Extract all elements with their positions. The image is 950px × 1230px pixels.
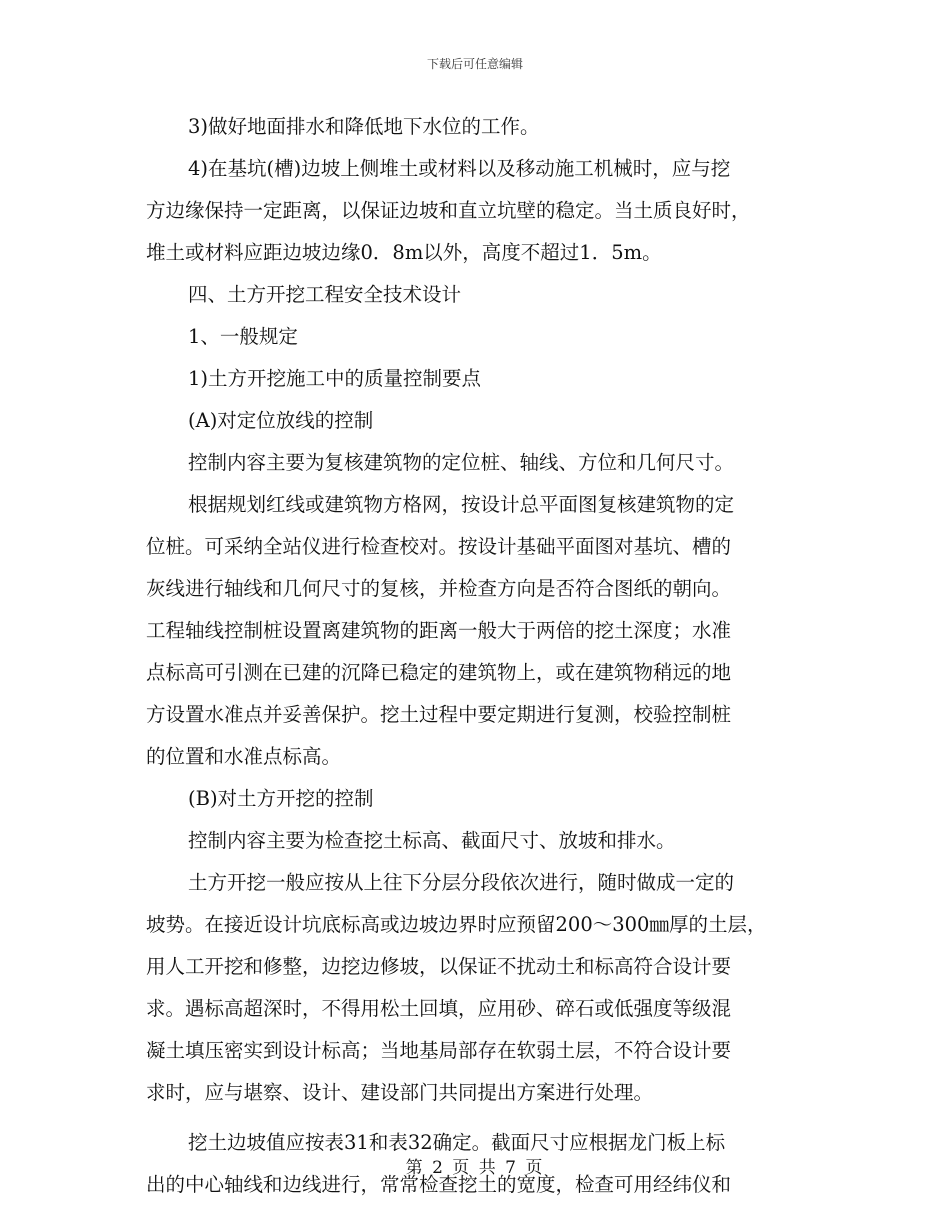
paragraph-line: 用人工开挖和修整，边挖边修坡，以保证不扰动土和标高符合设计要	[146, 955, 732, 978]
section-heading: 四、土方开挖工程安全技术设计	[188, 283, 462, 306]
paragraph-line: 的位置和水准点标高。	[146, 745, 342, 768]
page-header: 下载后可任意编辑	[426, 57, 523, 71]
paragraph-line: 土方开挖一般应按从上往下分层分段依次进行，随时做成一定的	[188, 871, 735, 894]
paragraph-line: 4)在基坑(槽)边坡上侧堆土或材料以及移动施工机械时，应与挖	[188, 157, 731, 180]
item-heading: (A)对定位放线的控制	[188, 409, 374, 432]
paragraph-line: 控制内容主要为复核建筑物的定位桩、轴线、方位和几何尺寸。	[188, 451, 735, 474]
paragraph-line: 求时，应与堪察、设计、建设部门共同提出方案进行处理。	[146, 1081, 654, 1104]
paragraph-line: 灰线进行轴线和几何尺寸的复核，并检查方向是否符合图纸的朝向。	[146, 577, 732, 600]
paragraph-line: 3)做好地面排水和降低地下水位的工作。	[188, 115, 540, 138]
paragraph-line: 方边缘保持一定距离，以保证边坡和直立坑壁的稳定。当土质良好时，	[146, 199, 751, 222]
paragraph-line: 凝土填压密实到设计标高；当地基局部存在软弱土层，不符合设计要	[146, 1039, 732, 1062]
paragraph-line: 堆土或材料应距边坡边缘0．8m以外，高度不超过1．5m。	[146, 241, 662, 264]
paragraph-line: 控制内容主要为检查挖土标高、截面尺寸、放坡和排水。	[188, 829, 676, 852]
page-footer: 第 2 页 共 7 页	[405, 1158, 545, 1178]
paragraph-line: 挖土边坡值应按表31和表32确定。截面尺寸应根据龙门板上标	[188, 1131, 726, 1154]
paragraph-line: 点标高可引测在已建的沉降已稳定的建筑物上，或在建筑物稍远的地	[146, 661, 732, 684]
document-body	[146, 106, 806, 1206]
paragraph-line: 工程轴线控制桩设置离建筑物的距离一般大于两倍的挖土深度；水准	[146, 619, 732, 642]
paragraph-line: 出的中心轴线和边线进行，常常检查挖土的宽度，检查可用经纬仪和	[146, 1173, 732, 1196]
subsection-heading: 1)土方开挖施工中的质量控制要点	[188, 367, 482, 390]
paragraph-line: 根据规划红线或建筑物方格网，按设计总平面图复核建筑物的定	[188, 493, 735, 516]
subsection-heading: 1、一般规定	[188, 325, 298, 348]
paragraph-line: 位桩。可采纳全站仪进行检查校对。按设计基础平面图对基坑、槽的	[146, 535, 732, 558]
item-heading: (B)对土方开挖的控制	[188, 787, 374, 810]
paragraph-line: 坡势。在接近设计坑底标高或边坡边界时应预留200～300㎜厚的土层，	[146, 913, 767, 936]
paragraph-line: 方设置水准点并妥善保护。挖土过程中要定期进行复测，校验控制桩	[146, 703, 732, 726]
paragraph-line: 求。遇标高超深时，不得用松土回填，应用砂、碎石或低强度等级混	[146, 997, 732, 1020]
